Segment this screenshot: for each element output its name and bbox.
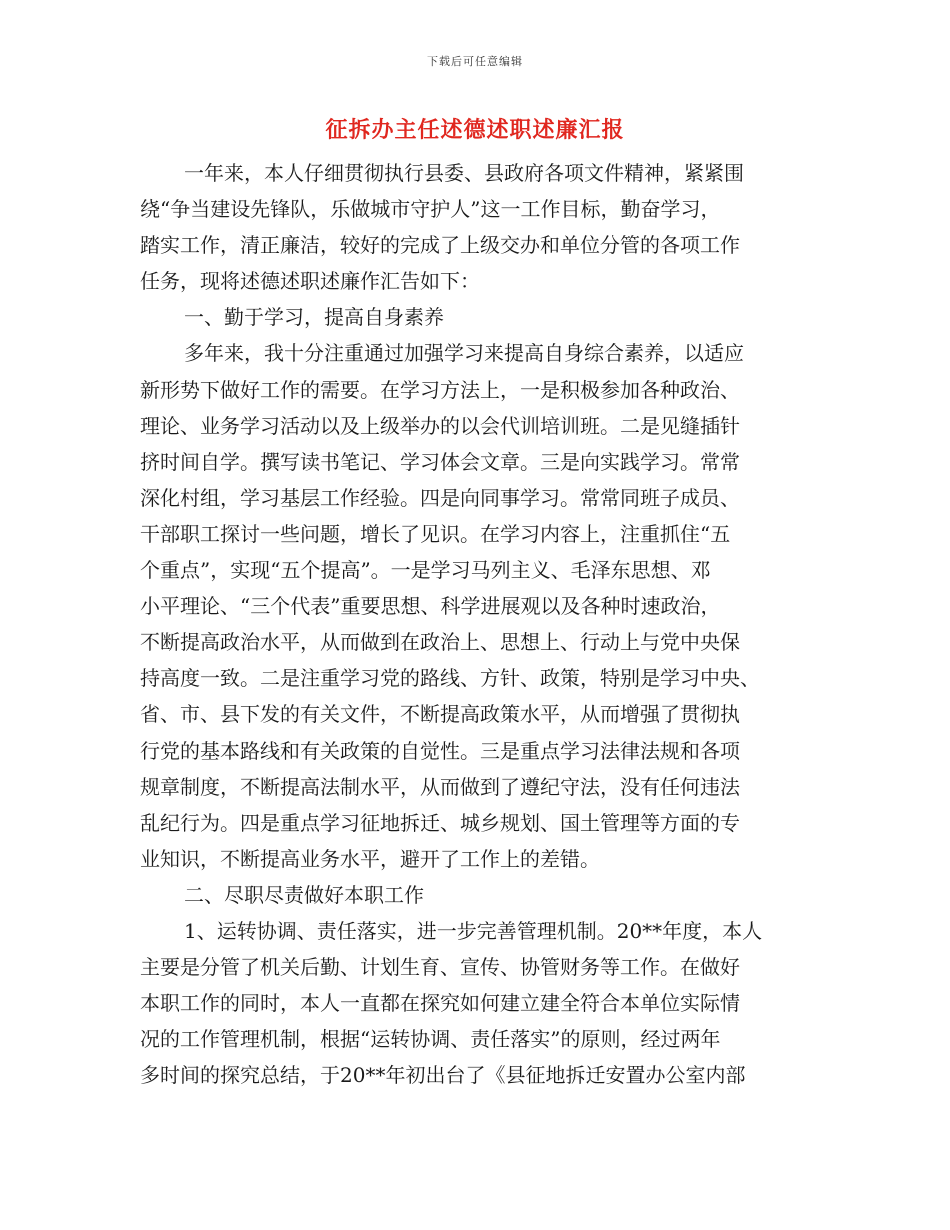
text-line: 深化村组，学习基层工作经验。四是向同事学习。常常同班子成员、 [140,485,740,510]
text-line: 绕“争当建设先锋队，乐做城市守护人”这一工作目标，勤奋学习， [140,197,721,222]
text-line: 主要是分管了机关后勤、计划生育、宣传、协管财务等工作。在做好 [140,955,740,980]
text-line: 任务，现将述德述职述廉作汇告如下： [140,269,480,294]
text-line: 踏实工作，清正廉洁，较好的完成了上级交办和单位分管的各项工作 [140,233,740,258]
text-line: 干部职工探讨一些问题，增长了见识。在学习内容上，注重抓住“五 [140,521,731,546]
text-line: 业知识，不断提高业务水平，避开了工作上的差错。 [140,846,600,871]
text-line: 小平理论、“三个代表”重要思想、科学进展观以及各种时速政治， [140,594,721,619]
text-line: 持高度一致。二是注重学习党的路线、方针、政策，特别是学习中央、 [140,666,760,691]
text-line: 二、尽职尽责做好本职工作 [184,882,424,907]
text-line: 1、运转协调、责任落实，进一步完善管理机制。20**年度，本人 [184,918,763,943]
text-line: 行党的基本路线和有关政策的自觉性。三是重点学习法律法规和各项 [140,738,740,763]
text-line: 本职工作的同时，本人一直都在探究如何建立建全符合本单位实际情 [140,991,740,1016]
header-note: 下载后可任意编辑 [427,55,523,68]
text-line: 乱纪行为。四是重点学习征地拆迁、城乡规划、国土管理等方面的专 [140,810,740,835]
text-line: 不断提高政治水平，从而做到在政治上、思想上、行动上与党中央保 [140,630,740,655]
text-line: 挤时间自学。撰写读书笔记、学习体会文章。三是向实践学习。常常 [140,449,740,474]
text-line: 多时间的探究总结，于20**年初出台了《县征地拆迁安置办公室内部 [140,1063,746,1088]
text-line: 多年来，我十分注重通过加强学习来提高自身综合素养，以适应 [184,341,744,366]
text-line: 况的工作管理机制，根据“运转协调、责任落实”的原则，经过两年 [140,1027,721,1052]
text-line: 理论、业务学习活动以及上级举办的以会代训培训班。二是见缝插针 [140,413,740,438]
document-title: 征拆办主任述德述职述廉汇报 [325,117,625,143]
document-body [140,155,808,1093]
text-line: 个重点”，实现“五个提高”。一是学习马列主义、毛泽东思想、邓 [140,558,711,583]
text-line: 规章制度，不断提高法制水平，从而做到了遵纪守法，没有任何违法 [140,774,740,799]
text-line: 一年来，本人仔细贯彻执行县委、县政府各项文件精神，紧紧围 [184,161,744,185]
text-line: 新形势下做好工作的需要。在学习方法上，一是积极参加各种政治、 [140,377,740,402]
text-line: 省、市、县下发的有关文件，不断提高政策水平，从而增强了贯彻执 [140,702,740,727]
text-line: 一、勤于学习，提高自身素养 [184,305,444,330]
